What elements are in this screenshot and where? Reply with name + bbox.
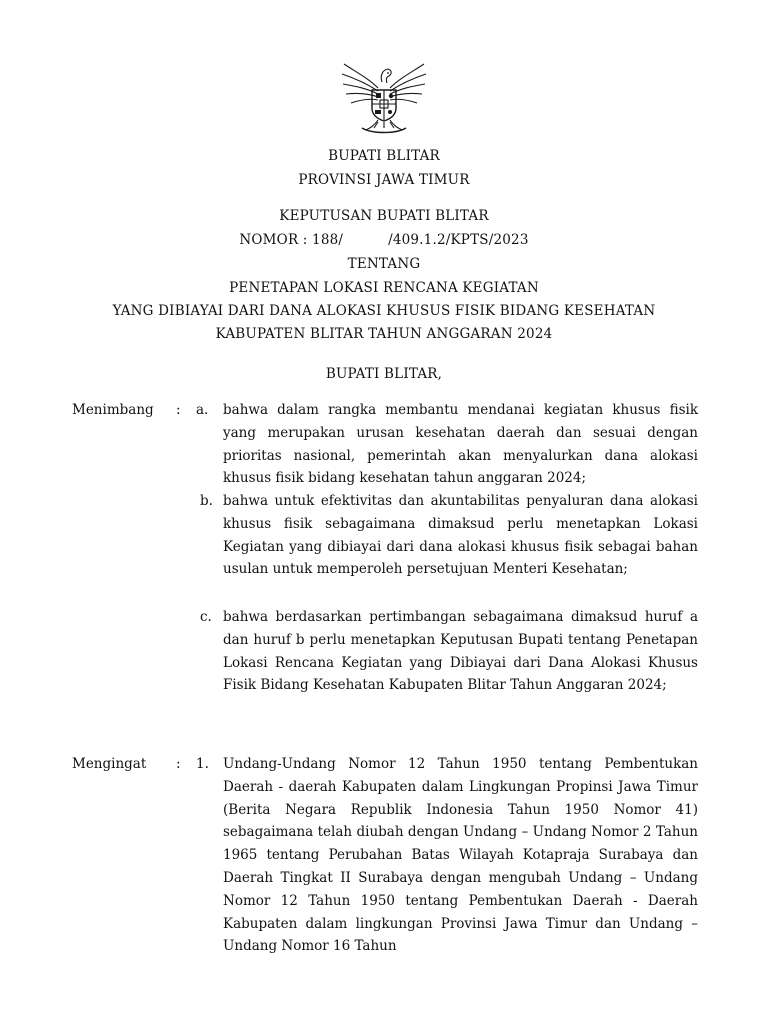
mengingat-item-1-text: Undang-Undang Nomor 12 Tahun 1950 tentang Pembentukan Daerah - daerah Kabupaten dalam Lingkungan Propinsi Jawa Timur (Berita Negara Republik Indonesia Tahun 1950 Nomor 41) sebagaimana telah diubah dengan Undang – Undang Nomor 2 Tahun 1965 tentang Perubahan Batas Wilayah Kotapraja Surabaya dan Daerah Tingkat II Surabaya dengan mengubah Undang – Undang Nomor 12 Tahun 1950 tentang Pembentukan Daerah - Daerah Kabupaten dalam lingkungan Provinsi Jawa Timur dan Undang – Undang Nomor 16 Tahun — [223, 756, 698, 955]
mengingat-label: Mengingat — [72, 756, 147, 772]
menimbang-item-c-text: bahwa berdasarkan pertimbangan sebagaimana dimaksud huruf a dan huruf b perlu menetapkan Keputusan Bupati tentang Penetapan Lokasi Rencana Kegiatan yang Dibiayai dari Dana Alokasi Khusus Fisik Bidang Kesehatan Kabupaten Blitar Tahun Anggaran 2024; — [223, 609, 698, 694]
decree-number: NOMOR : 188/ /409.1.2/KPTS/2023 — [239, 232, 529, 248]
issuer-line: BUPATI BLITAR, — [325, 366, 443, 382]
subject-line-3: KABUPATEN BLITAR TAHUN ANGGARAN 2024 — [215, 326, 553, 342]
tentang-heading: TENTANG — [347, 256, 421, 272]
issuer-title: BUPATI BLITAR — [328, 148, 440, 164]
menimbang-colon: : — [176, 402, 181, 418]
garuda-emblem-icon — [338, 58, 430, 136]
menimbang-item-b-text: bahwa untuk efektivitas dan akuntabilitas penyaluran dana alokasi khusus fisik sebagaimana dimaksud perlu menetapkan Lokasi Kegiatan yang dibiayai dari dana alokasi khusus fisik sebagai bahan usulan untuk memperoleh persetujuan Menteri Kesehatan; — [223, 493, 698, 578]
menimbang-label: Menimbang — [72, 402, 154, 418]
subject-line-1: PENETAPAN LOKASI RENCANA KEGIATAN — [229, 280, 539, 296]
menimbang-item-b-marker: b. — [200, 493, 213, 509]
menimbang-item-c-marker: c. — [200, 609, 212, 625]
province-title: PROVINSI JAWA TIMUR — [298, 172, 470, 188]
menimbang-item-a-text: bahwa dalam rangka membantu mendanai kegiatan khusus fisik yang merupakan urusan kesehatan daerah dan sesuai dengan prioritas nasional, pemerintah akan menyalurkan dana alokasi khusus fisik bidang kesehatan tahun anggaran 2024; — [223, 402, 698, 487]
subject-line-2: YANG DIBIAYAI DARI DANA ALOKASI KHUSUS FISIK BIDANG KESEHATAN — [112, 303, 656, 319]
mengingat-colon: : — [176, 756, 181, 772]
menimbang-item-a-marker: a. — [196, 402, 209, 418]
decree-title: KEPUTUSAN BUPATI BLITAR — [279, 208, 489, 224]
mengingat-item-1-marker: 1. — [196, 756, 209, 772]
